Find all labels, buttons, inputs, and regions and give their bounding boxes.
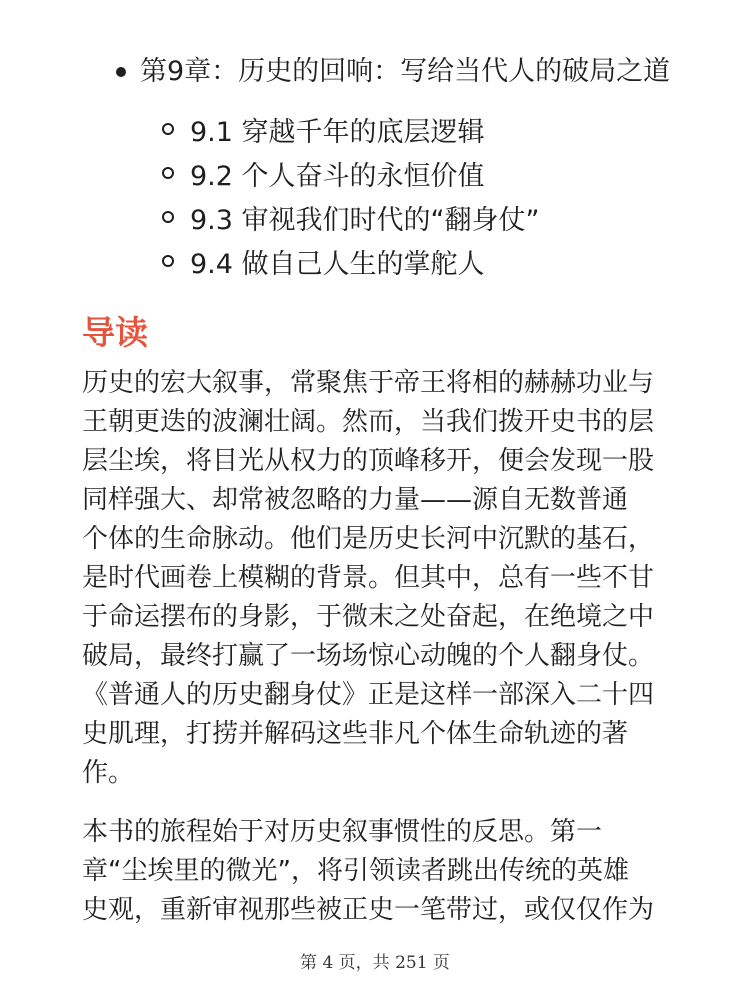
toc-section-item xyxy=(158,195,540,239)
paragraph-line: 史观，重新审视那些被正史一笔带过，或仅仅作为 xyxy=(82,895,655,925)
page-number-footer: 第 4 页，共 251 页 xyxy=(300,953,450,973)
body-paragraph xyxy=(82,813,654,930)
paragraph-line: 王朝更迭的波澜壮阔。然而，当我们拨开史书的层 xyxy=(82,407,655,437)
hollow-bullet-icon xyxy=(162,255,174,267)
paragraph-line: 于命运摆布的身影，于微末之处奋起，在绝境之中 xyxy=(82,602,655,632)
hollow-bullet-icon xyxy=(162,123,174,135)
toc-section-item xyxy=(158,107,540,151)
paragraph-line: 是时代画卷上模糊的背景。但其中，总有一些不甘 xyxy=(82,563,655,593)
paragraph-line: 个体的生命脉动。他们是历史长河中沉默的基石， xyxy=(82,524,655,554)
toc-section-item xyxy=(158,151,540,195)
toc-section-item xyxy=(158,239,540,283)
hollow-bullet-icon xyxy=(162,167,174,179)
body-paragraph xyxy=(82,364,654,793)
paragraph-line: 章“尘埃里的微光”，将引领读者跳出传统的英雄 xyxy=(82,856,629,886)
toc-section-label: 9.1 穿越千年的底层逻辑 xyxy=(190,116,485,148)
toc-section-label: 9.2 个人奋斗的永恒价值 xyxy=(190,160,485,192)
toc-chapter-label: 第9章：历史的回响：写给当代人的破局之道 xyxy=(140,56,671,87)
paragraph-line: 同样强大、却常被忽略的力量——源自无数普通 xyxy=(82,485,629,515)
paragraph-line: 层尘埃，将目光从权力的顶峰移开，便会发现一股 xyxy=(82,446,655,476)
toc-section-label: 9.3 审视我们时代的“翻身仗” xyxy=(190,204,540,236)
hollow-bullet-icon xyxy=(162,211,174,223)
paragraph-line: 史肌理，打捞并解码这些非凡个体生命轨迹的著 xyxy=(82,719,629,749)
toc-section-label: 9.4 做自己人生的掌舵人 xyxy=(190,248,485,280)
toc-chapter-item xyxy=(112,50,670,94)
section-heading: 导读 xyxy=(82,313,148,352)
filled-bullet-icon xyxy=(116,67,126,77)
paragraph-line: 《普通人的历史翻身仗》正是这样一部深入二十四 xyxy=(82,680,655,710)
paragraph-line: 作。 xyxy=(82,758,135,788)
toc-section-list xyxy=(158,107,540,283)
paragraph-line: 破局，最终打赢了一场场惊心动魄的个人翻身仗。 xyxy=(82,641,655,671)
paragraph-line: 本书的旅程始于对历史叙事惯性的反思。第一 xyxy=(82,817,603,847)
paragraph-line: 历史的宏大叙事，常聚焦于帝王将相的赫赫功业与 xyxy=(82,368,655,398)
